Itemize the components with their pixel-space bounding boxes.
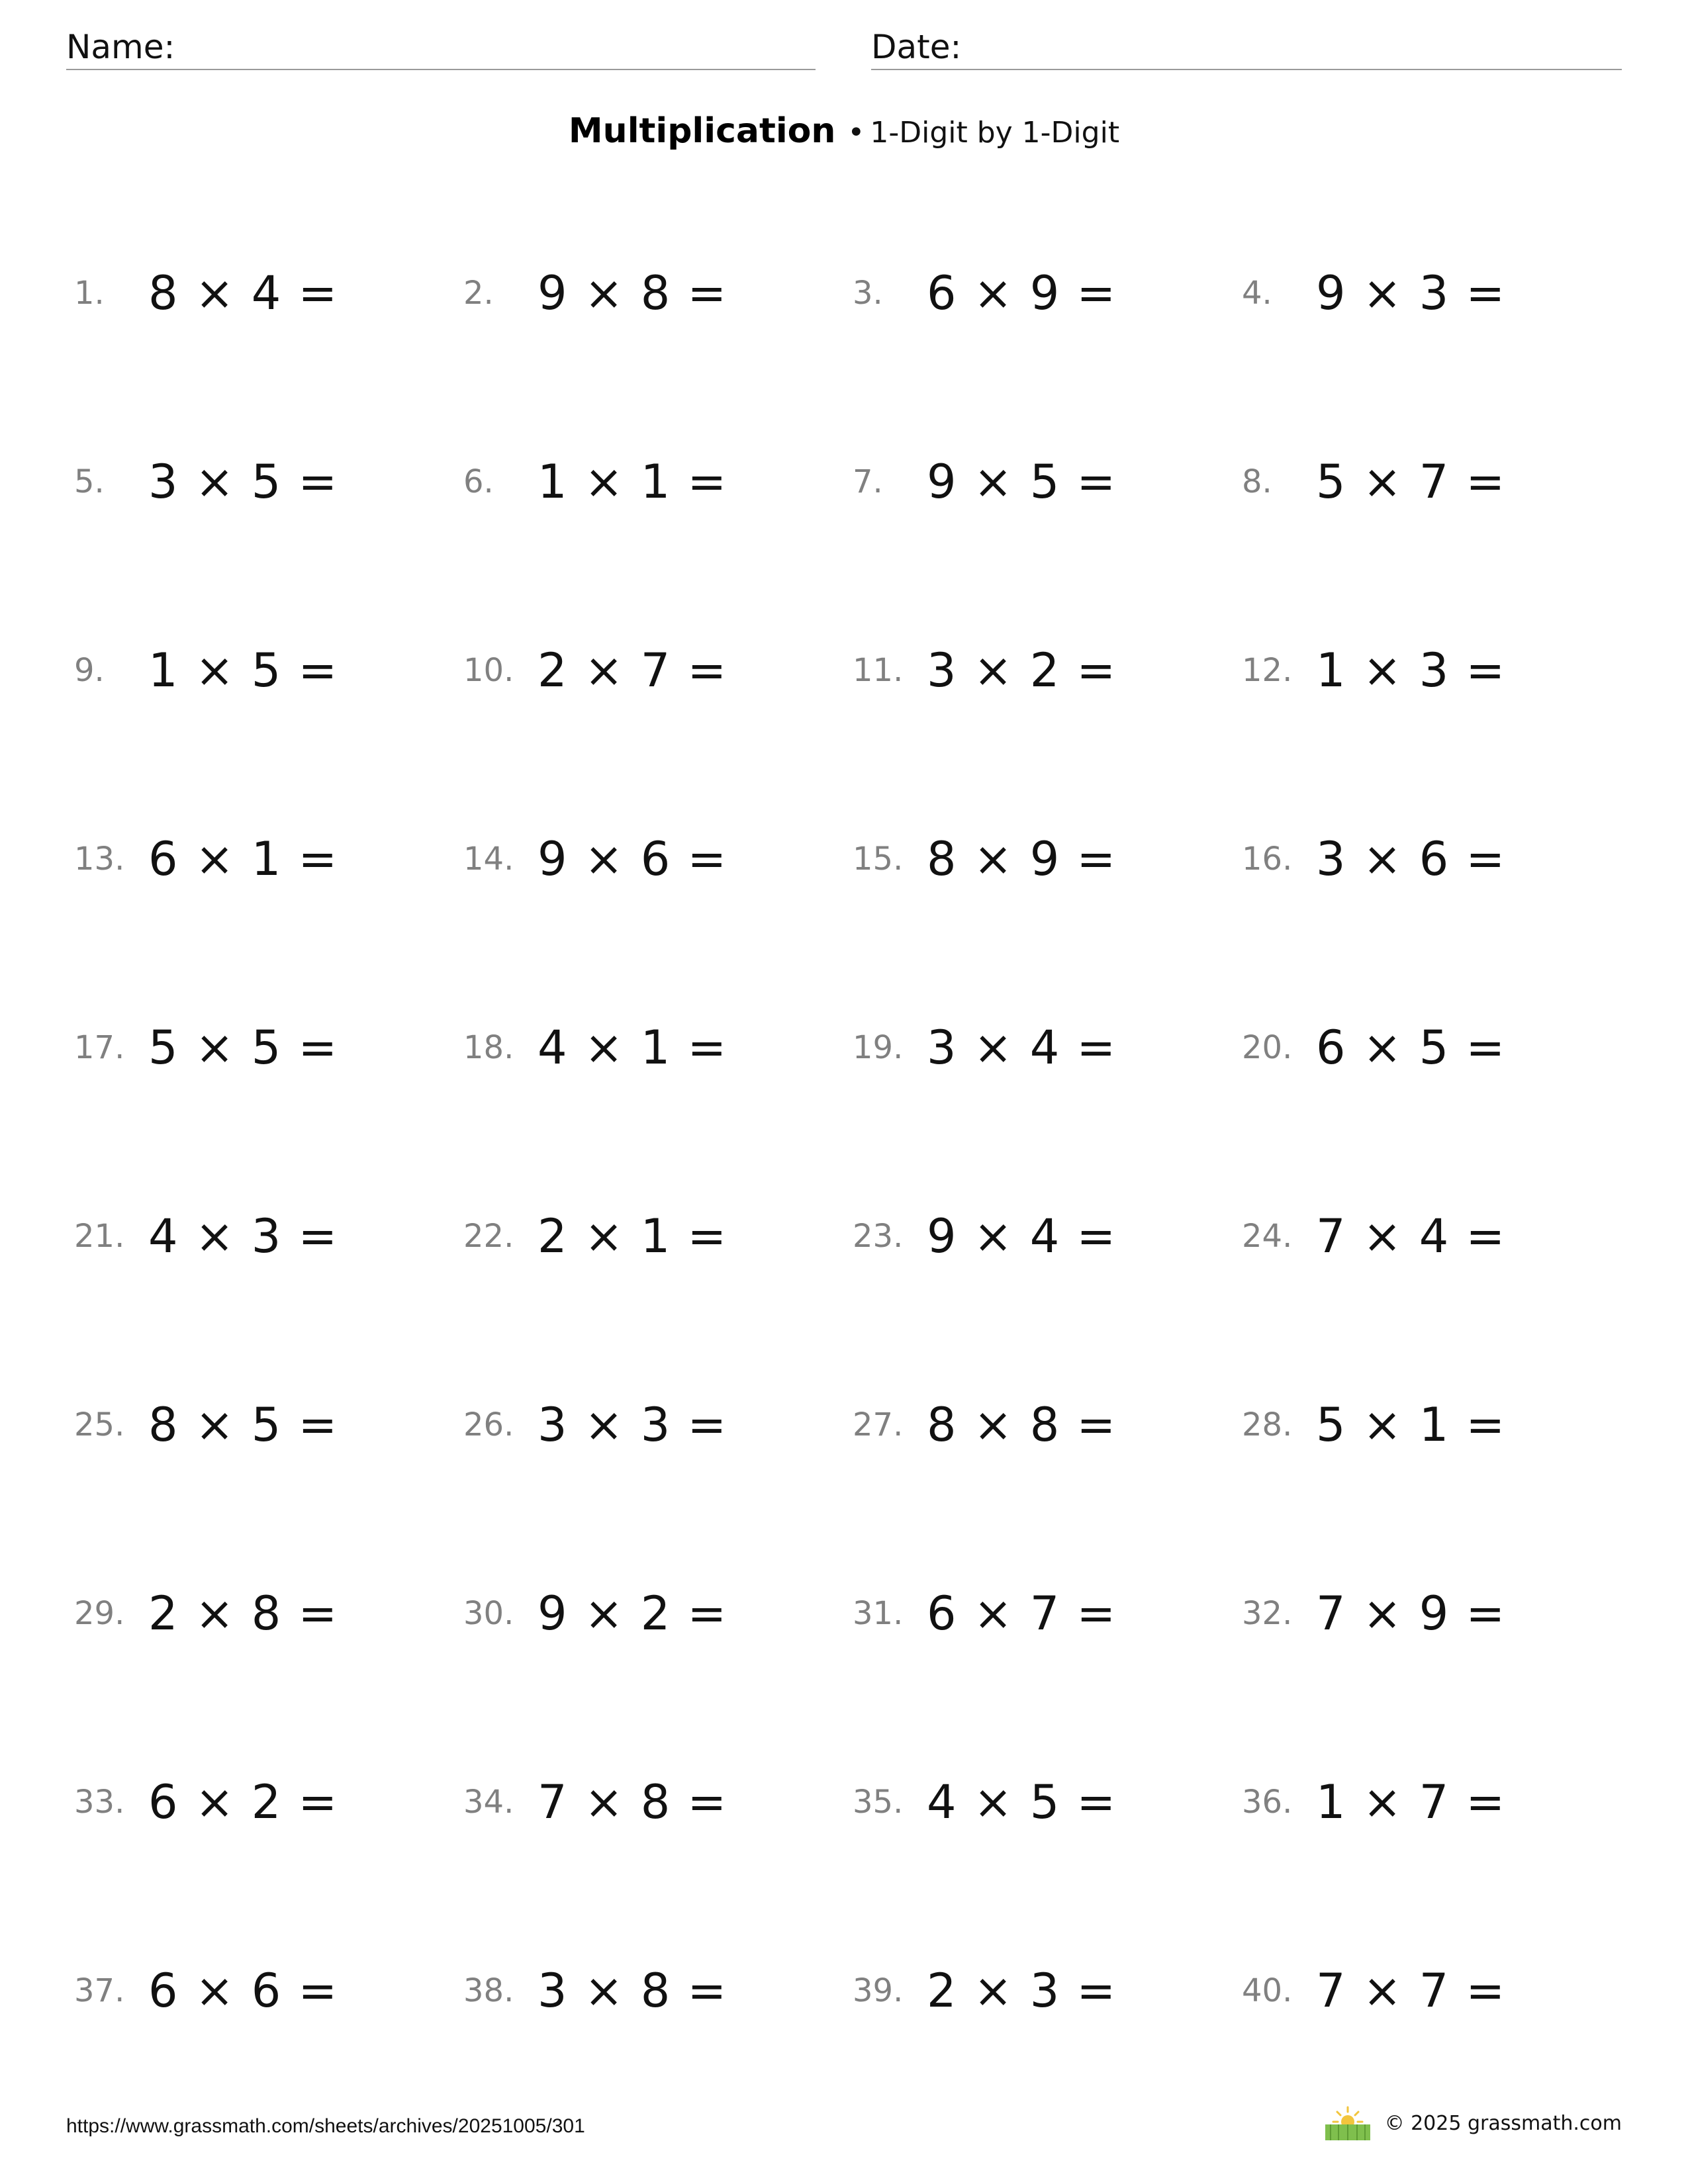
problem-number: 19.: [853, 1028, 904, 1066]
problem-number: 13.: [74, 840, 125, 878]
problem-expression: 2 × 8 =: [148, 1586, 339, 1641]
problem-item: [74, 387, 463, 576]
date-label: Date:: [871, 28, 962, 66]
problem-number: 6.: [463, 463, 494, 500]
title-subtitle: 1-Digit by 1-Digit: [870, 116, 1120, 150]
problem-item: [463, 1896, 853, 2085]
problem-expression: 3 × 6 =: [1316, 831, 1507, 886]
problem-number: 8.: [1242, 463, 1272, 500]
worksheet-title: [0, 105, 1688, 165]
problem-number: 40.: [1242, 1972, 1293, 2009]
problem-number: 3.: [853, 274, 883, 312]
problem-expression: 7 × 9 =: [1316, 1586, 1507, 1641]
problem-expression: 8 × 8 =: [927, 1397, 1117, 1452]
problem-number: 27.: [853, 1406, 904, 1443]
problem-item: [853, 764, 1242, 953]
name-label: Name:: [66, 28, 175, 66]
problem-item: [1242, 953, 1623, 1142]
problem-item: [74, 1896, 463, 2085]
problem-item: [1242, 199, 1623, 387]
problem-item: [1242, 1707, 1623, 1896]
problem-expression: 7 × 4 =: [1316, 1208, 1507, 1263]
problem-item: [74, 1330, 463, 1519]
problem-item: [463, 199, 853, 387]
footer-url: https://www.grassmath.com/sheets/archives/20251005/301: [66, 2115, 585, 2137]
problem-number: 7.: [853, 463, 883, 500]
problem-number: 17.: [74, 1028, 125, 1066]
problem-number: 39.: [853, 1972, 904, 2009]
problem-expression: 5 × 7 =: [1316, 454, 1507, 509]
problem-item: [74, 1142, 463, 1330]
problem-expression: 6 × 1 =: [148, 831, 339, 886]
problem-expression: 6 × 9 =: [927, 265, 1117, 320]
problem-expression: 9 × 4 =: [927, 1208, 1117, 1263]
problem-number: 14.: [463, 840, 514, 878]
problem-expression: 1 × 3 =: [1316, 643, 1507, 698]
problem-item: [463, 1707, 853, 1896]
problem-number: 37.: [74, 1972, 125, 2009]
date-field[interactable]: [871, 25, 1622, 70]
problem-item: [1242, 1519, 1623, 1707]
problem-number: 12.: [1242, 651, 1293, 689]
problem-expression: 3 × 2 =: [927, 643, 1117, 698]
problem-number: 38.: [463, 1972, 514, 2009]
problem-item: [853, 1896, 1242, 2085]
problem-number: 34.: [463, 1783, 514, 1821]
problem-number: 11.: [853, 651, 904, 689]
problem-number: 24.: [1242, 1217, 1293, 1255]
problem-expression: 3 × 4 =: [927, 1020, 1117, 1075]
problem-item: [853, 387, 1242, 576]
problem-grid: [74, 199, 1623, 2085]
problem-item: [1242, 1142, 1623, 1330]
problem-expression: 6 × 7 =: [927, 1586, 1117, 1641]
problem-expression: 1 × 1 =: [538, 454, 728, 509]
problem-number: 10.: [463, 651, 514, 689]
problem-item: [74, 953, 463, 1142]
problem-number: 31.: [853, 1594, 904, 1632]
problem-number: 20.: [1242, 1028, 1293, 1066]
problem-expression: 4 × 3 =: [148, 1208, 339, 1263]
problem-item: [74, 199, 463, 387]
problem-expression: 3 × 5 =: [148, 454, 339, 509]
problem-number: 25.: [74, 1406, 125, 1443]
footer-branding: [1323, 2105, 1622, 2142]
problem-item: [463, 1519, 853, 1707]
problem-number: 9.: [74, 651, 105, 689]
problem-number: 15.: [853, 840, 904, 878]
problem-expression: 6 × 6 =: [148, 1963, 339, 2018]
problem-item: [74, 764, 463, 953]
problem-item: [853, 576, 1242, 764]
problem-number: 28.: [1242, 1406, 1293, 1443]
problem-number: 30.: [463, 1594, 514, 1632]
problem-number: 29.: [74, 1594, 125, 1632]
problem-item: [853, 953, 1242, 1142]
problem-expression: 8 × 9 =: [927, 831, 1117, 886]
problem-expression: 2 × 7 =: [538, 643, 728, 698]
sun-over-grass-icon: [1323, 2105, 1373, 2142]
problem-number: 16.: [1242, 840, 1293, 878]
problem-item: [1242, 1896, 1623, 2085]
problem-number: 18.: [463, 1028, 514, 1066]
problem-number: 33.: [74, 1783, 125, 1821]
problem-item: [463, 764, 853, 953]
problem-number: 36.: [1242, 1783, 1293, 1821]
problem-number: 5.: [74, 463, 105, 500]
problem-expression: 7 × 7 =: [1316, 1963, 1507, 2018]
problem-item: [1242, 764, 1623, 953]
problem-number: 26.: [463, 1406, 514, 1443]
problem-item: [74, 1519, 463, 1707]
problem-item: [74, 576, 463, 764]
copyright-text: © 2025 grassmath.com: [1384, 2111, 1622, 2135]
problem-expression: 5 × 5 =: [148, 1020, 339, 1075]
problem-expression: 1 × 7 =: [1316, 1774, 1507, 1829]
problem-item: [74, 1707, 463, 1896]
name-field[interactable]: [66, 25, 816, 70]
problem-item: [463, 1330, 853, 1519]
problem-number: 21.: [74, 1217, 125, 1255]
problem-item: [853, 1519, 1242, 1707]
problem-item: [1242, 576, 1623, 764]
problem-number: 32.: [1242, 1594, 1293, 1632]
problem-item: [853, 1330, 1242, 1519]
problem-expression: 8 × 4 =: [148, 265, 339, 320]
problem-item: [463, 387, 853, 576]
problem-expression: 4 × 1 =: [538, 1020, 728, 1075]
problem-expression: 3 × 3 =: [538, 1397, 728, 1452]
title-main: Multiplication: [568, 111, 836, 151]
problem-expression: 9 × 2 =: [538, 1586, 728, 1641]
problem-expression: 8 × 5 =: [148, 1397, 339, 1452]
problem-item: [853, 1142, 1242, 1330]
problem-expression: 7 × 8 =: [538, 1774, 728, 1829]
problem-number: 1.: [74, 274, 105, 312]
problem-item: [463, 1142, 853, 1330]
problem-item: [463, 953, 853, 1142]
problem-number: 23.: [853, 1217, 904, 1255]
problem-item: [853, 199, 1242, 387]
problem-expression: 2 × 1 =: [538, 1208, 728, 1263]
problem-expression: 3 × 8 =: [538, 1963, 728, 2018]
title-separator: •: [847, 116, 865, 150]
problem-number: 35.: [853, 1783, 904, 1821]
problem-expression: 2 × 3 =: [927, 1963, 1117, 2018]
problem-item: [853, 1707, 1242, 1896]
problem-number: 4.: [1242, 274, 1272, 312]
problem-item: [1242, 387, 1623, 576]
problem-expression: 4 × 5 =: [927, 1774, 1117, 1829]
problem-expression: 1 × 5 =: [148, 643, 339, 698]
problem-expression: 9 × 8 =: [538, 265, 728, 320]
problem-expression: 9 × 6 =: [538, 831, 728, 886]
problem-item: [463, 576, 853, 764]
problem-expression: 9 × 3 =: [1316, 265, 1507, 320]
problem-expression: 6 × 5 =: [1316, 1020, 1507, 1075]
problem-expression: 5 × 1 =: [1316, 1397, 1507, 1452]
problem-number: 22.: [463, 1217, 514, 1255]
problem-number: 2.: [463, 274, 494, 312]
problem-item: [1242, 1330, 1623, 1519]
problem-expression: 6 × 2 =: [148, 1774, 339, 1829]
problem-expression: 9 × 5 =: [927, 454, 1117, 509]
